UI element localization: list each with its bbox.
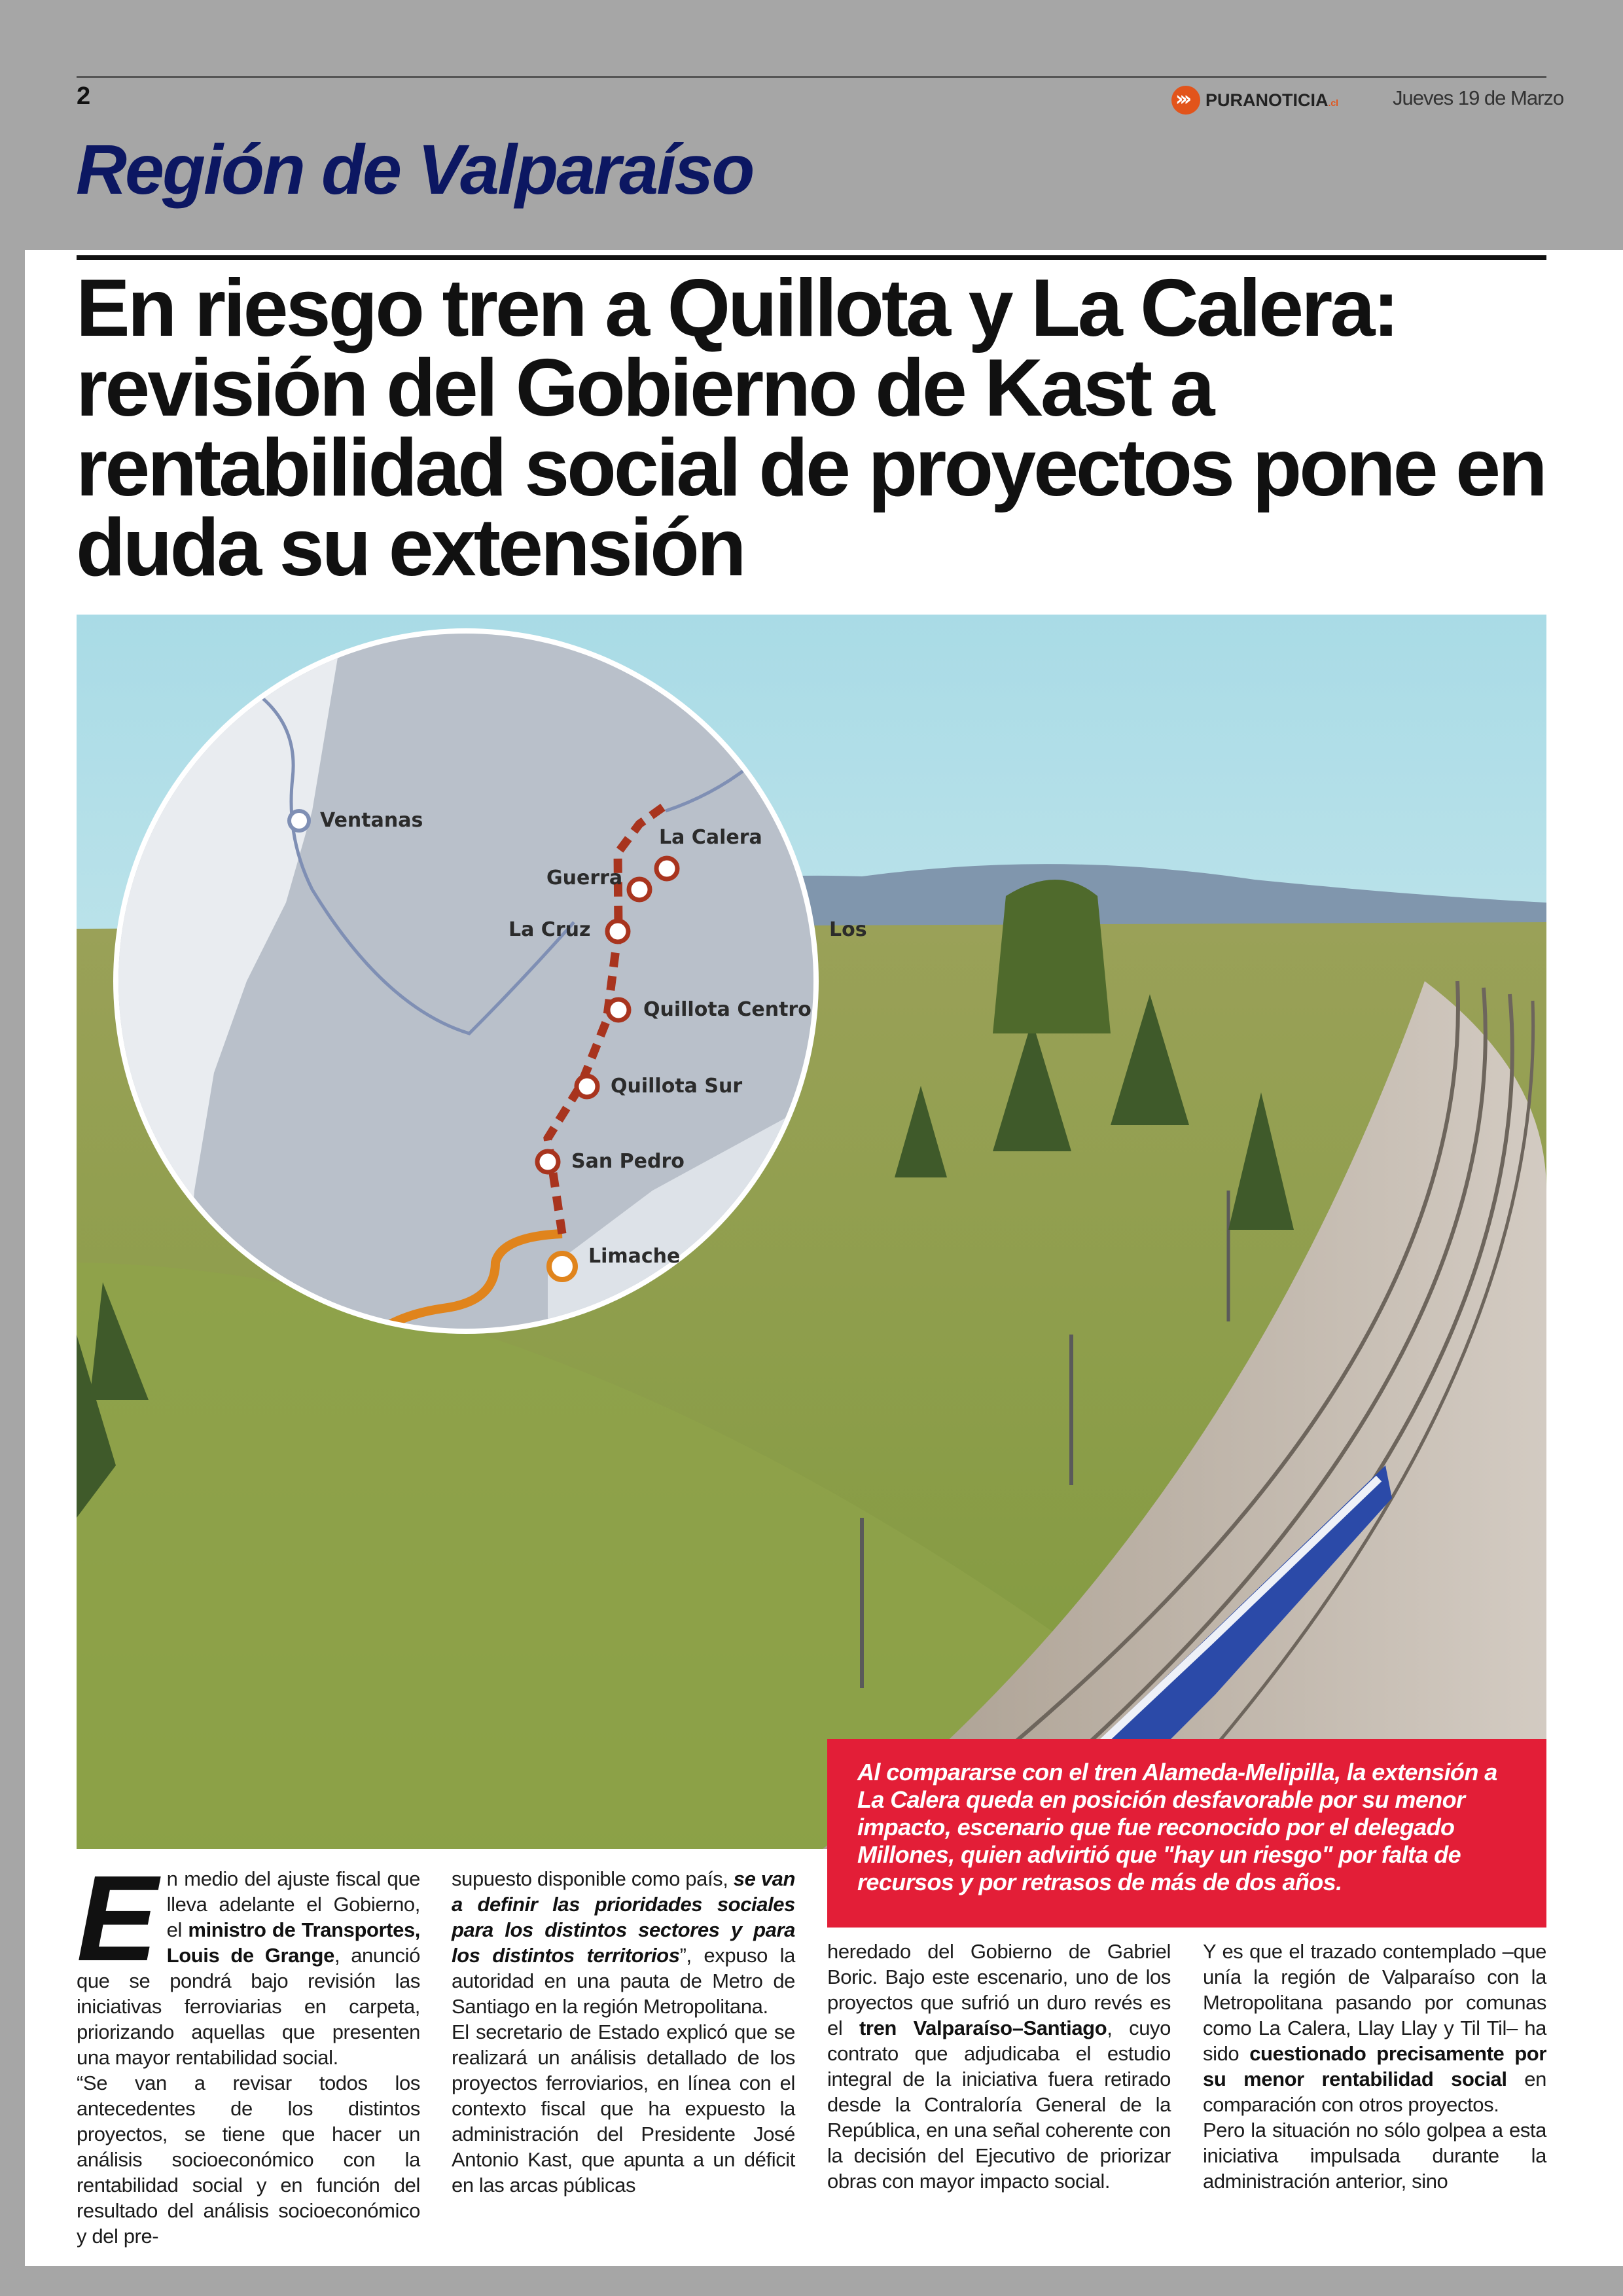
station-quillota-centro: Quillota Centro xyxy=(643,998,812,1021)
page-number: 2 xyxy=(77,82,91,110)
article-photo xyxy=(77,615,1546,1849)
photo-caption: Al compararse con el tren Alameda-Melipilla, la extensión a La Calera queda en posición desfavorable por su menor impacto, escenario que fue reconocido por el delegado Millones, quien advirtió que "hay un riesgo" por falta de recursos y por retrasos de más de dos años. xyxy=(857,1759,1497,1895)
photo-caption-box xyxy=(827,1739,1546,1928)
article-column-1: En medio del ajuste fiscal que lleva adelante el Gobierno, el ministro de Transportes, Louis de Grange, anunció que se pondrá bajo revisión las iniciativas ferroviarias en carpeta, priorizando aquellas que presenten una mayor rentabilidad social. “Se van a revisar todos los antecedentes de los distintos proyectos, se tiene que hacer un análisis socioeconómico con la rentabilidad social y en función del resultado del análisis socioeconómico y del pre- xyxy=(77,1851,420,2248)
article-column-4: Y es que el trazado contemplado –que unía la región de Valparaíso con la Metropolitana pasando por comunas como La Calera, Llay Llay y Til Til– ha sido cuestionado precisamente por su menor rentabilidad social en comparación con otros proyectos. Pero la situación no sólo golpea a esta iniciativa impulsada durante la administración anterior, sino xyxy=(1203,1940,1547,2193)
station-la-calera: La Calera xyxy=(659,826,762,849)
station-quillota-sur: Quillota Sur xyxy=(611,1075,743,1098)
station-limache: Limache xyxy=(588,1245,681,1268)
station-guerra: Guerra xyxy=(546,867,623,889)
drop-cap: E xyxy=(77,1851,158,1986)
paragraph: “Se van a revisar todos los antecedentes de los distintos proyectos, se tiene que hacer un análisis socioeconómico con la rentabilidad social y en función del resultado del análisis socioeconómico y del pre- xyxy=(77,2072,420,2248)
station-san-pedro: San Pedro xyxy=(571,1150,685,1173)
article-column-2: supuesto disponible como país, se van a definir las prioridades sociales para los distintos sectores y para los distintos territorios”, expuso la autoridad en una pauta de Metro de Santiago en la región Metropolitana. El secretario de Estado explicó que se realizará un análisis detallado de los proyectos ferroviarios, en línea con el contexto fiscal que ha expuesto la administración del Presidente José Antonio Kast, que apunta a un déficit en las arcas públicas xyxy=(452,1867,795,2197)
station-la-cruz: La Cruz xyxy=(508,918,591,941)
logo-text: PURANOTICIA xyxy=(1205,90,1329,110)
article-column-3: heredado del Gobierno de Gabriel Boric. Bajo este escenario, uno de los proyectos que sufrió un duro revés es el tren Valparaíso–Santiago, cuyo contrato que adjudicaba el estudio integral de la iniciativa fuera retirado desde la Contraloría General de la República, en una señal coherente con la decisión del Ejecutivo de priorizar obras con mayor impacto social. xyxy=(827,1940,1171,2193)
section-title: Región de Valparaíso xyxy=(76,130,753,209)
station-los: Los xyxy=(829,918,867,941)
article-headline: En riesgo tren a Quillota y La Calera: revisión del Gobierno de Kast a rentabilidad social de proyectos pone en duda su extensión xyxy=(76,263,1545,593)
logo-arrows-icon xyxy=(1171,86,1200,115)
puranoticia-logo xyxy=(1171,84,1338,117)
headline-rule xyxy=(77,255,1546,260)
logo-suffix: .cl xyxy=(1328,97,1339,108)
issue-date: Jueves 19 de Marzo xyxy=(1393,86,1564,109)
page-header xyxy=(0,0,1623,250)
paragraph: El secretario de Estado explicó que se realizará un análisis detallado de los proyectos ferroviarios, en línea con el contexto fiscal que ha expuesto la administración del Presidente José Antonio Kast, que apunta a un déficit en las arcas públicas xyxy=(452,2020,795,2197)
station-ventanas: Ventanas xyxy=(320,809,423,832)
paragraph: Pero la situación no sólo golpea a esta iniciativa impulsada durante la administración anterior, sino xyxy=(1203,2119,1546,2193)
header-rule xyxy=(77,76,1546,78)
